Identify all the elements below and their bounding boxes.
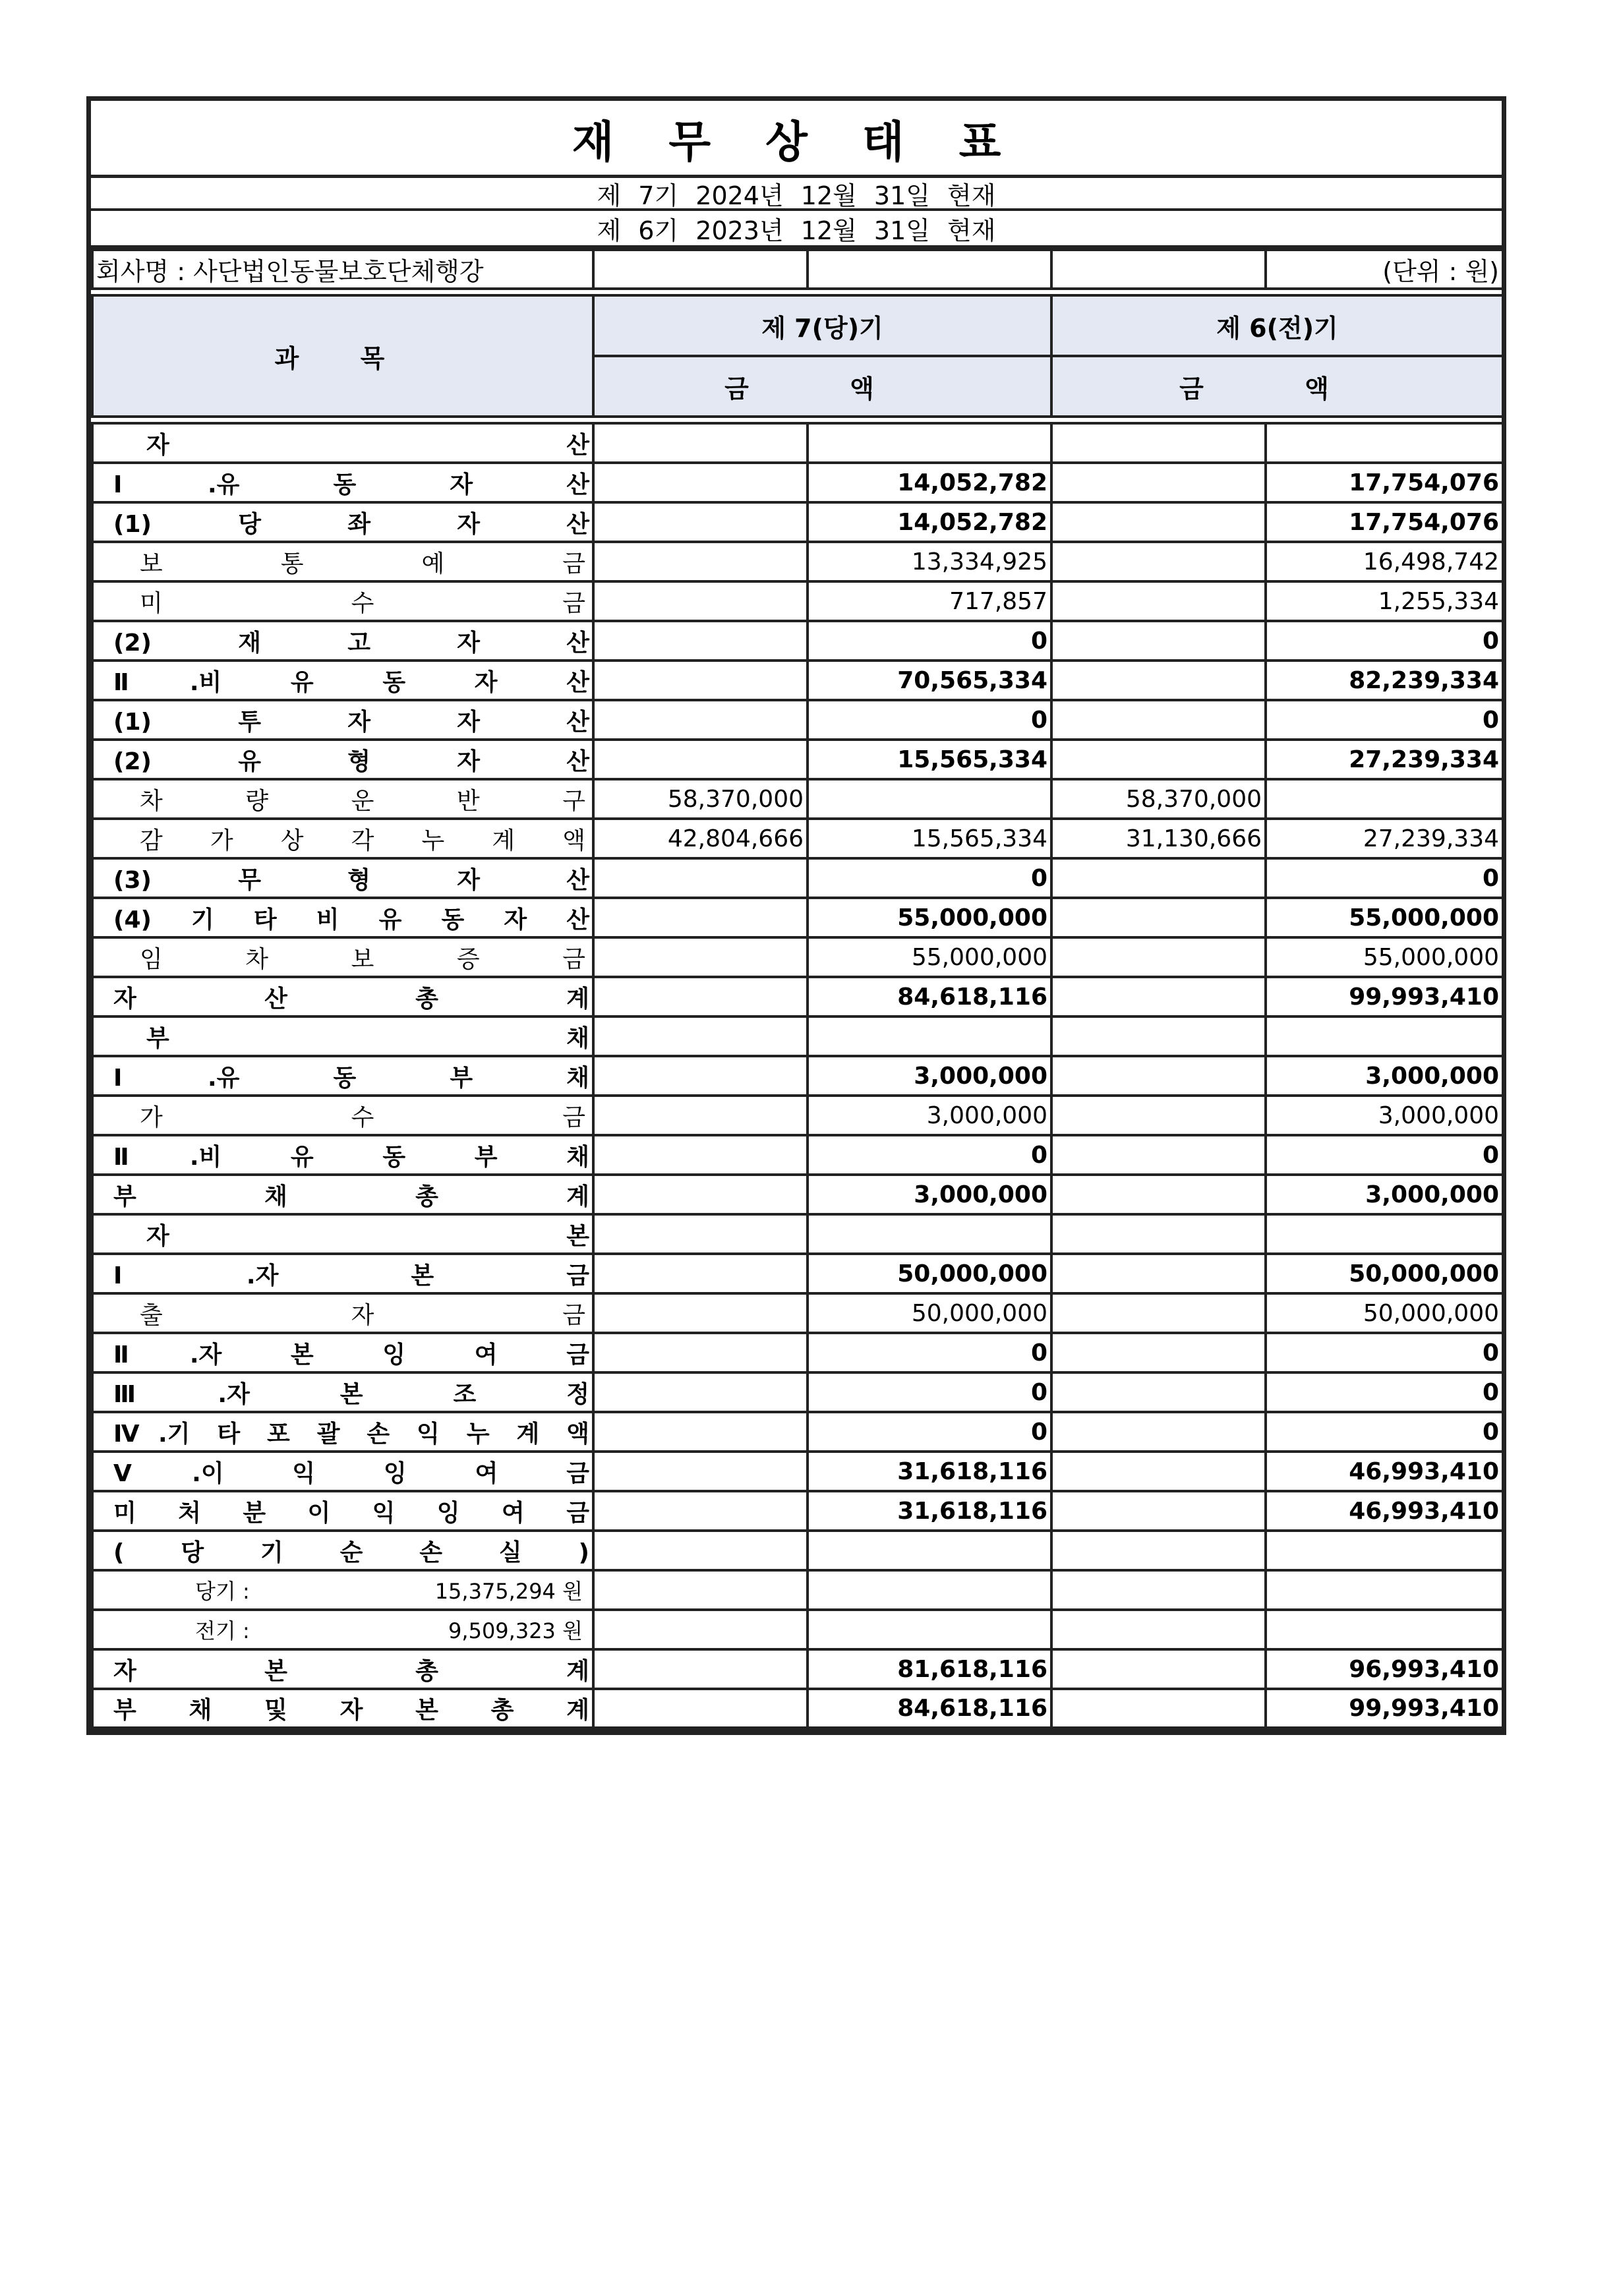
current-amount: 14,052,782 [808,463,1051,502]
account-row [92,1372,1503,1412]
account-label: 보 통 예 금 [92,542,593,581]
current-detail-amount: 58,370,000 [593,779,808,819]
current-amount: 717,857 [808,581,1051,621]
previous-detail-amount [1051,740,1266,779]
current-amount [808,1016,1051,1056]
account-row [92,740,1503,779]
account-label: 자 산 [92,423,593,463]
previous-amount [1266,1016,1503,1056]
current-detail-amount [593,661,808,700]
account-row [92,977,1503,1016]
account-label: 가 수 금 [92,1096,593,1135]
current-amount: 0 [808,700,1051,740]
previous-detail-amount [1051,463,1266,502]
blank-cell [808,250,1051,289]
previous-amount [1266,1610,1503,1649]
previous-amount: 55,000,000 [1266,898,1503,937]
account-row [92,1175,1503,1214]
account-label: Ⅱ.비 유 동 자 산 [92,661,593,700]
current-amount: 81,618,116 [808,1649,1051,1689]
previous-detail-amount [1051,858,1266,898]
unit-label: (단위 : 원) [1266,250,1503,289]
previous-detail-amount [1051,1096,1266,1135]
current-amount [808,423,1051,463]
previous-amount: 46,993,410 [1266,1452,1503,1491]
current-amount: 3,000,000 [808,1056,1051,1096]
account-label: 임 차 보 증 금 [92,937,593,977]
previous-detail-amount [1051,1056,1266,1096]
previous-amount: 17,754,076 [1266,502,1503,542]
current-amount: 14,052,782 [808,502,1051,542]
previous-detail-amount [1051,1254,1266,1293]
account-label: 자 본 [92,1214,593,1254]
previous-amount: 99,993,410 [1266,1689,1503,1728]
previous-amount [1266,423,1503,463]
account-row [92,423,1503,463]
previous-detail-amount: 31,130,666 [1051,819,1266,858]
previous-detail-amount [1051,661,1266,700]
previous-detail-amount [1051,937,1266,977]
account-label: ( 당 기 순 손 실 ) [92,1531,593,1570]
current-amount: 13,334,925 [808,542,1051,581]
current-period-header: 제 7(당)기 [593,295,1051,356]
account-label: 차 량 운 반 구 [92,779,593,819]
account-row [92,1056,1503,1096]
current-detail-amount [593,1372,808,1412]
current-detail-amount [593,1491,808,1531]
previous-detail-amount [1051,502,1266,542]
subject-header: 과 목 [92,295,593,417]
previous-amount: 27,239,334 [1266,740,1503,779]
current-amount [808,779,1051,819]
previous-detail-amount [1051,1016,1266,1056]
current-detail-amount [593,1570,808,1610]
spacer-row [92,289,1503,295]
previous-amount: 27,239,334 [1266,819,1503,858]
account-label: (1) 당 좌 자 산 [92,502,593,542]
previous-amount: 3,000,000 [1266,1096,1503,1135]
current-amount: 0 [808,1372,1051,1412]
previous-amount [1266,1214,1503,1254]
current-amount: 31,618,116 [808,1491,1051,1531]
current-amount: 3,000,000 [808,1096,1051,1135]
account-label: Ⅰ.유 동 자 산 [92,463,593,502]
blank-cell [593,250,808,289]
account-row [92,1689,1503,1728]
account-label: Ⅰ.자 본 금 [92,1254,593,1293]
memo-label: 전기 : [195,1618,250,1643]
account-row [92,779,1503,819]
account-label: Ⅱ.비 유 동 부 채 [92,1135,593,1175]
current-detail-amount [593,898,808,937]
account-label: 감 가 상 각 누 계 액 [92,819,593,858]
current-detail-amount [593,1333,808,1372]
current-detail-amount [593,1096,808,1135]
previous-detail-amount [1051,1610,1266,1649]
net-loss-memo [92,1570,593,1610]
account-row [92,1412,1503,1452]
previous-amount: 3,000,000 [1266,1056,1503,1096]
current-amount: 15,565,334 [808,819,1051,858]
account-label: 출 자 금 [92,1293,593,1333]
account-label: (1) 투 자 자 산 [92,700,593,740]
account-row [92,937,1503,977]
current-detail-amount [593,700,808,740]
account-row [92,1016,1503,1056]
account-row [92,502,1503,542]
current-detail-amount [593,1254,808,1293]
previous-amount: 50,000,000 [1266,1293,1503,1333]
current-amount: 70,565,334 [808,661,1051,700]
net-loss-memo [92,1610,593,1649]
current-detail-amount [593,1452,808,1491]
account-row [92,463,1503,502]
account-row [92,819,1503,858]
current-amount: 15,565,334 [808,740,1051,779]
account-label: Ⅱ.자 본 잉 여 금 [92,1333,593,1372]
spacer-row [92,417,1503,423]
previous-amount: 16,498,742 [1266,542,1503,581]
current-detail-amount [593,1293,808,1333]
account-row [92,1214,1503,1254]
account-row [92,1491,1503,1531]
current-amount-header: 금 액 [593,356,1051,417]
account-label: (2) 재 고 자 산 [92,621,593,661]
account-label: (3) 무 형 자 산 [92,858,593,898]
current-amount: 0 [808,621,1051,661]
previous-detail-amount [1051,1372,1266,1412]
previous-detail-amount [1051,1452,1266,1491]
account-label: 부 채 총 계 [92,1175,593,1214]
previous-amount: 0 [1266,621,1503,661]
balance-sheet-table [91,249,1504,1730]
previous-amount: 55,000,000 [1266,937,1503,977]
memo-label: 당기 : [195,1579,250,1604]
current-amount: 0 [808,1333,1051,1372]
previous-detail-amount [1051,1293,1266,1333]
account-row [92,898,1503,937]
account-row [92,621,1503,661]
current-detail-amount [593,1175,808,1214]
current-amount: 0 [808,1135,1051,1175]
previous-detail-amount [1051,977,1266,1016]
company-row [92,250,1503,289]
current-detail-amount [593,1412,808,1452]
account-label: Ⅲ.자 본 조 정 [92,1372,593,1412]
current-detail-amount [593,1135,808,1175]
current-detail-amount [593,463,808,502]
previous-detail-amount [1051,1214,1266,1254]
balance-sheet [86,96,1506,1735]
account-row [92,1096,1503,1135]
current-amount: 84,618,116 [808,977,1051,1016]
previous-amount: 1,255,334 [1266,581,1503,621]
previous-amount: 50,000,000 [1266,1254,1503,1293]
blank-cell [1051,250,1266,289]
account-row [92,858,1503,898]
account-row [92,661,1503,700]
account-label: 부 채 [92,1016,593,1056]
account-label: Ⅳ.기 타 포 괄 손 익 누 계 액 [92,1412,593,1452]
account-row [92,700,1503,740]
account-row [92,1452,1503,1491]
previous-amount: 0 [1266,1372,1503,1412]
account-label: Ⅴ.이 익 잉 여 금 [92,1452,593,1491]
current-detail-amount [593,423,808,463]
current-detail-amount: 42,804,666 [593,819,808,858]
current-amount: 55,000,000 [808,898,1051,937]
account-label: Ⅰ.유 동 부 채 [92,1056,593,1096]
current-detail-amount [593,1016,808,1056]
previous-detail-amount [1051,423,1266,463]
memo-value: 9,509,323 원 [448,1618,583,1643]
account-label: 미 처 분 이 익 잉 여 금 [92,1491,593,1531]
current-detail-amount [593,977,808,1016]
previous-amount: 3,000,000 [1266,1175,1503,1214]
current-amount: 55,000,000 [808,937,1051,977]
current-amount [808,1570,1051,1610]
account-row [92,1531,1503,1570]
account-row [92,581,1503,621]
current-amount: 3,000,000 [808,1175,1051,1214]
current-detail-amount [593,1531,808,1570]
previous-amount: 0 [1266,1135,1503,1175]
current-detail-amount [593,621,808,661]
period-current: 제 7기 2024년 12월 31일 현재 [91,178,1502,211]
previous-amount: 46,993,410 [1266,1491,1503,1531]
account-label: 자 산 총 계 [92,977,593,1016]
current-amount: 50,000,000 [808,1293,1051,1333]
account-label: (4) 기 타 비 유 동 자 산 [92,898,593,937]
previous-detail-amount [1051,581,1266,621]
previous-detail-amount [1051,1689,1266,1728]
previous-detail-amount [1051,1491,1266,1531]
current-detail-amount [593,1649,808,1689]
previous-amount: 99,993,410 [1266,977,1503,1016]
previous-detail-amount [1051,1531,1266,1570]
current-detail-amount [593,581,808,621]
previous-detail-amount [1051,1649,1266,1689]
current-detail-amount [593,542,808,581]
account-label: 미 수 금 [92,581,593,621]
previous-amount [1266,779,1503,819]
account-rows [92,423,1503,1728]
previous-detail-amount [1051,700,1266,740]
previous-amount: 0 [1266,1333,1503,1372]
current-detail-amount [593,1689,808,1728]
previous-amount: 96,993,410 [1266,1649,1503,1689]
document-title: 재 무 상 태 표 [91,101,1502,178]
previous-detail-amount [1051,621,1266,661]
current-amount: 31,618,116 [808,1452,1051,1491]
header-row-1 [92,295,1503,356]
account-row [92,1254,1503,1293]
current-detail-amount [593,1610,808,1649]
previous-detail-amount [1051,1333,1266,1372]
previous-amount: 0 [1266,858,1503,898]
current-amount [808,1610,1051,1649]
previous-amount: 17,754,076 [1266,463,1503,502]
account-row [92,1293,1503,1333]
previous-amount: 0 [1266,1412,1503,1452]
previous-detail-amount: 58,370,000 [1051,779,1266,819]
previous-detail-amount [1051,1412,1266,1452]
previous-period-header: 제 6(전)기 [1051,295,1503,356]
account-label: 자 본 총 계 [92,1649,593,1689]
previous-detail-amount [1051,1175,1266,1214]
previous-amount-header: 금 액 [1051,356,1503,417]
account-row [92,1135,1503,1175]
current-detail-amount [593,937,808,977]
previous-amount: 0 [1266,700,1503,740]
account-row [92,542,1503,581]
period-previous: 제 6기 2023년 12월 31일 현재 [91,211,1502,249]
current-detail-amount [593,740,808,779]
company-name: 회사명 : 사단법인동물보호단체행강 [92,250,593,289]
account-label: 부 채 및 자 본 총 계 [92,1689,593,1728]
current-amount [808,1531,1051,1570]
account-row [92,1570,1503,1610]
account-row [92,1610,1503,1649]
account-label: (2) 유 형 자 산 [92,740,593,779]
account-row [92,1333,1503,1372]
current-detail-amount [593,1214,808,1254]
current-amount: 0 [808,858,1051,898]
previous-amount [1266,1570,1503,1610]
previous-amount: 82,239,334 [1266,661,1503,700]
previous-detail-amount [1051,542,1266,581]
current-detail-amount [593,858,808,898]
current-amount: 84,618,116 [808,1689,1051,1728]
current-amount: 0 [808,1412,1051,1452]
previous-amount [1266,1531,1503,1570]
current-detail-amount [593,502,808,542]
previous-detail-amount [1051,1570,1266,1610]
memo-value: 15,375,294 원 [434,1579,583,1604]
current-amount: 50,000,000 [808,1254,1051,1293]
account-row [92,1649,1503,1689]
previous-detail-amount [1051,1135,1266,1175]
current-amount [808,1214,1051,1254]
current-detail-amount [593,1056,808,1096]
previous-detail-amount [1051,898,1266,937]
